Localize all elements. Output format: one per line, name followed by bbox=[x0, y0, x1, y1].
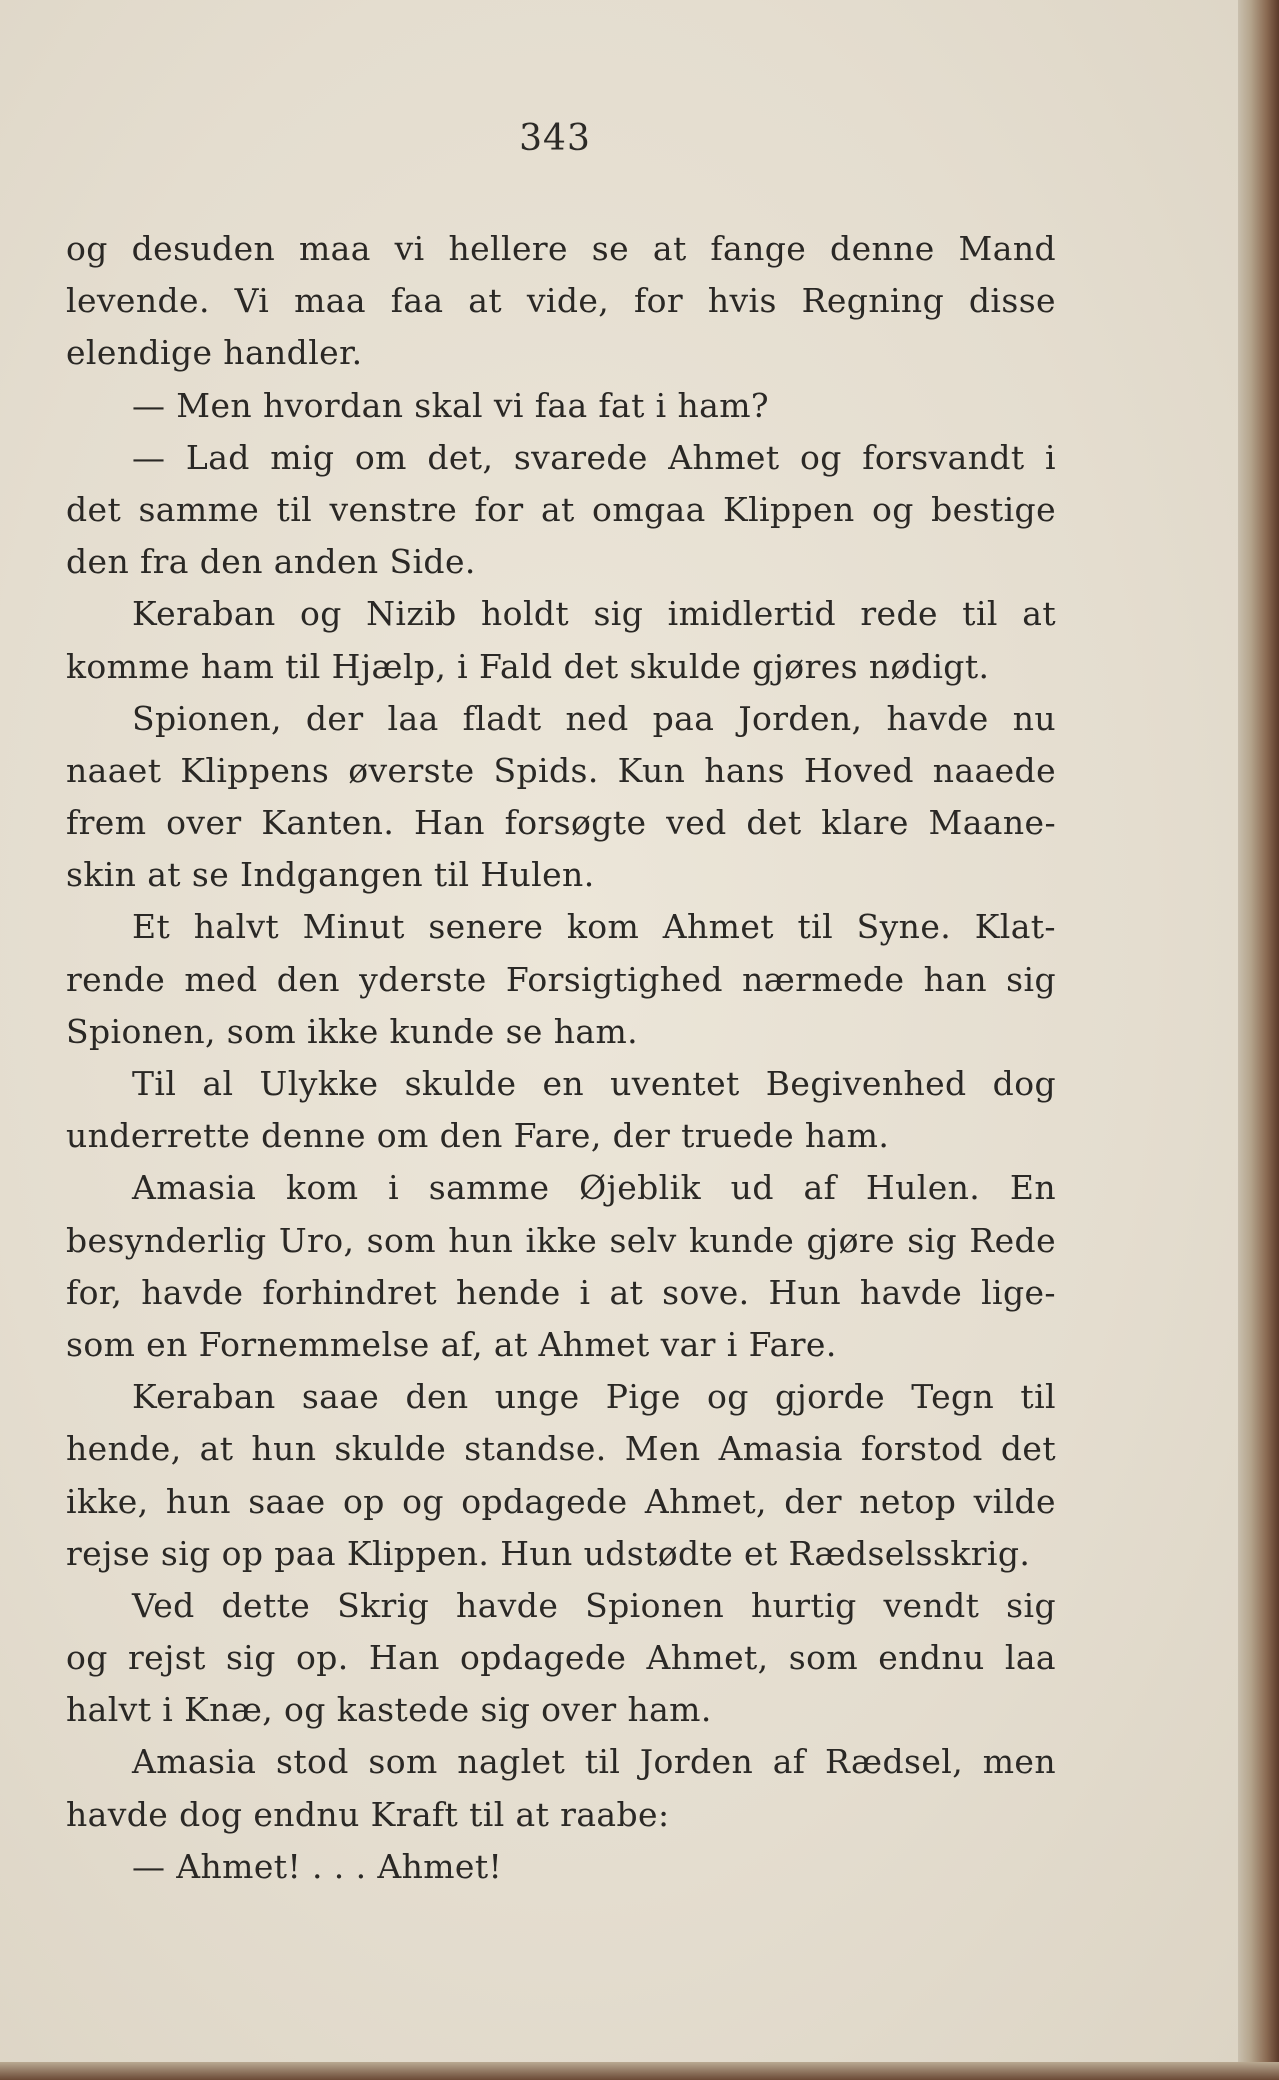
text-line: frem over Kanten. Han forsøgte ved det klare Maane- bbox=[66, 803, 1056, 843]
text-line: og rejst sig op. Han opdagede Ahmet, som endnu laa bbox=[66, 1638, 1056, 1678]
text-line: Spionen, der laa fladt ned paa Jorden, havde nu bbox=[132, 698, 1056, 738]
text-line: Spionen, som ikke kunde se ham. bbox=[66, 1011, 639, 1051]
text-line: den fra den anden Side. bbox=[66, 542, 476, 582]
text-line: hende, at hun skulde standse. Men Amasia forstod det bbox=[66, 1429, 1056, 1469]
page-number: 343 bbox=[519, 118, 591, 159]
text-line: — Ahmet! . . . Ahmet! bbox=[132, 1846, 503, 1886]
book-bottom-edge bbox=[0, 2062, 1279, 2080]
body-text bbox=[66, 223, 1056, 1893]
text-line: komme ham til Hjælp, i Fald det skulde gjøres nødigt. bbox=[66, 646, 990, 686]
text-line: naaet Klippens øverste Spids. Kun hans Hoved naaede bbox=[66, 750, 1056, 790]
text-line: Keraban saae den unge Pige og gjorde Tegn til bbox=[132, 1377, 1056, 1417]
text-line: underrette denne om den Fare, der truede ham. bbox=[66, 1116, 890, 1156]
text-line: havde dog endnu Kraft til at raabe: bbox=[66, 1794, 670, 1834]
text-line: som en Fornemmelse af, at Ahmet var i Fare. bbox=[66, 1324, 837, 1364]
text-line: Til al Ulykke skulde en uventet Begivenhed dog bbox=[132, 1064, 1056, 1103]
text-line: besynderlig Uro, som hun ikke selv kunde gjøre sig Rede bbox=[66, 1220, 1056, 1260]
text-line: og desuden maa vi hellere se at fange denne Mand bbox=[66, 229, 1056, 268]
text-line: Et halvt Minut senere kom Ahmet til Syne. Klat- bbox=[132, 907, 1056, 947]
text-line: skin at se Indgangen til Hulen. bbox=[66, 855, 595, 895]
text-line: Amasia stod som naglet til Jorden af Rædsel, men bbox=[132, 1742, 1056, 1782]
text-line: for, havde forhindret hende i at sove. Hun havde lige- bbox=[66, 1272, 1056, 1312]
text-line: — Lad mig om det, svarede Ahmet og forsvandt i bbox=[132, 437, 1056, 477]
text-line: rende med den yderste Forsigtighed nærmede han sig bbox=[66, 959, 1056, 999]
text-line: Keraban og Nizib holdt sig imidlertid rede til at bbox=[132, 594, 1056, 634]
text-line: ikke, hun saae op og opdagede Ahmet, der netop vilde bbox=[66, 1481, 1056, 1521]
book-page-edge bbox=[1238, 0, 1279, 2080]
text-line: rejse sig op paa Klippen. Hun udstødte et Rædselsskrig. bbox=[66, 1533, 1031, 1573]
text-line: levende. Vi maa faa at vide, for hvis Regning disse bbox=[66, 281, 1056, 321]
text-line: Amasia kom i samme Øjeblik ud af Hulen. En bbox=[132, 1168, 1056, 1208]
text-line: halvt i Knæ, og kastede sig over ham. bbox=[66, 1690, 712, 1730]
text-line: — Men hvordan skal vi faa fat i ham? bbox=[132, 385, 770, 425]
text-line: Ved dette Skrig havde Spionen hurtig vendt sig bbox=[132, 1585, 1056, 1625]
text-line: det samme til venstre for at omgaa Klippen og bestige bbox=[66, 489, 1056, 529]
text-line: elendige handler. bbox=[66, 333, 363, 373]
